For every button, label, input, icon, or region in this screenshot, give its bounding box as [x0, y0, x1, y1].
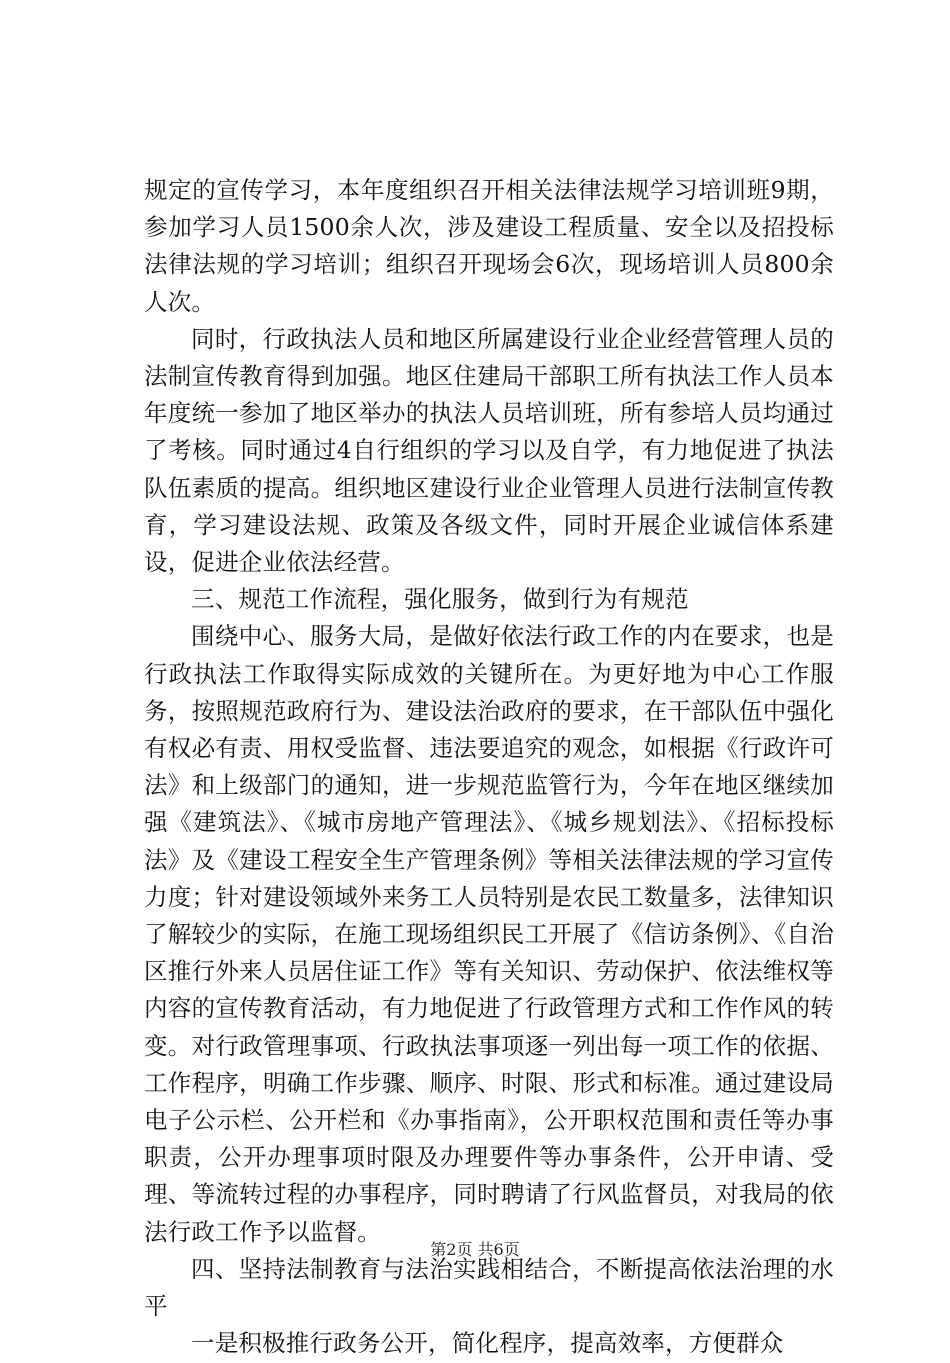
- paragraph-1: 规定的宣传学习，本年度组织召开相关法律法规学习培训班9期，参加学习人员1500余人次，涉及建设工程质量、安全以及招投标法律法规的学习培训；组织召开现场会6次，现场培训人员800余人次。: [144, 176, 834, 316]
- section-heading-4: 四、坚持法制教育与法治实践相结合，不断提高依法治理的水平: [144, 1254, 834, 1321]
- paragraph-2: 同时，行政执法人员和地区所属建设行业企业经营管理人员的法制宣传教育得到加强。地区住建局干部职工所有执法工作人员本年度统一参加了地区举办的执法人员培训班，所有参培人员均通过了考核。同时通过4自行组织的学习以及自学，有力地促进了执法队伍素质的提高。组织地区建设行业企业管理人员进行法制宣传教育，学习建设法规、政策及各级文件，同时开展企业诚信体系建设，促进企业依法经营。: [144, 324, 834, 577]
- document-body: [144, 172, 834, 1363]
- section-heading-3: 三、规范工作流程，强化服务，做到行为有规范: [191, 585, 689, 614]
- paragraph-4: 围绕中心、服务大局，是做好依法行政工作的内在要求，也是行政执法工作取得实际成效的关键所在。为更好地为中心工作服务，按照规范政府行为、建设法治政府的要求，在干部队伍中强化有权必有责、用权受监督、违法要追究的观念，如根据《行政许可法》和上级部门的通知，进一步规范监管行为，今年在地区继续加强《建筑法》、《城市房地产管理法》、《城乡规划法》、《招标投标法》及《建设工程安全生产管理条例》等相关法律法规的学习宣传力度；针对建设领域外来务工人员特别是农民工数量多，法律知识了解较少的实际，在施工现场组织民工开展了《信访条例》、《自治区推行外来人员居住证工作》等有关知识、劳动保护、依法维权等内容的宣传教育活动，有力地促进了行政管理方式和工作作风的转变。对行政管理事项、行政执法事项逐一列出每一项工作的依据、工作程序，明确工作步骤、顺序、时限、形式和标准。通过建设局电子公示栏、公开栏和《办事指南》，公开职权范围和责任等办事职责，公开办理事项时限及办理要件等办事条件，公开申请、受理、等流转过程的办事程序，同时聘请了行风监督员，对我局的依法行政工作予以监督。: [144, 622, 834, 1246]
- page-number-footer: 第2页 共6页: [430, 1240, 520, 1259]
- paragraph-6: 一是积极推行政务公开，简化程序，提高效率，方便群众: [191, 1329, 784, 1358]
